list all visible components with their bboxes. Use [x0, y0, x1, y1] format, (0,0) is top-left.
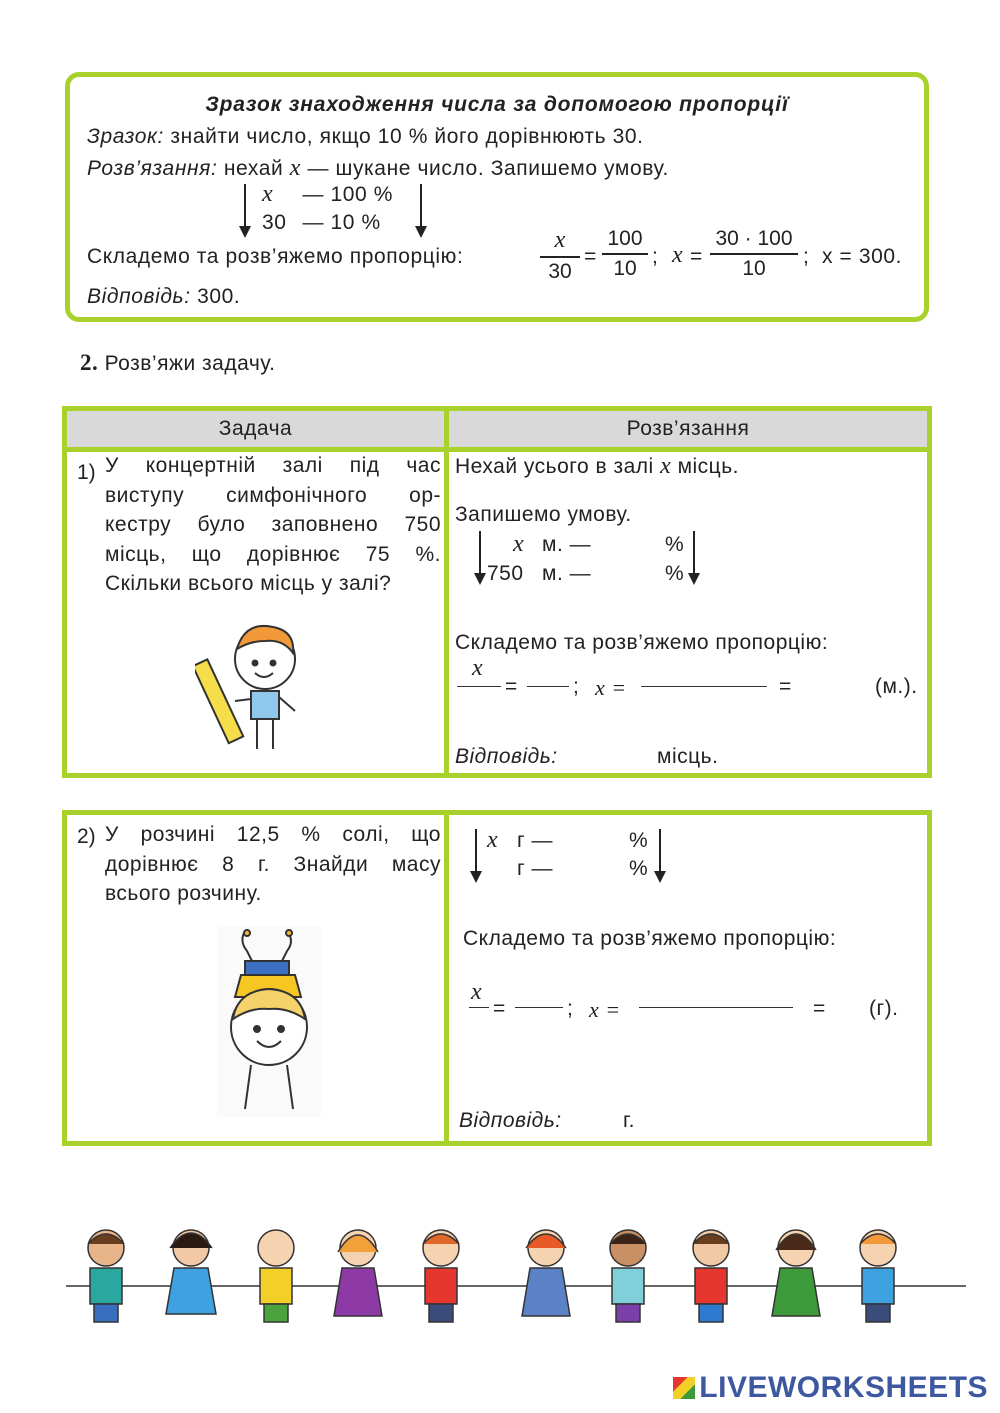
exercise-number: 2. — [80, 350, 99, 375]
row1-dash: — — [302, 183, 325, 206]
t1-answer-label: Відповідь: — [455, 745, 558, 768]
sample-row1 — [262, 181, 393, 208]
t2-down-arrow-left-icon — [469, 827, 483, 885]
header-solution: Розв’язання — [626, 417, 750, 440]
t2-unit-end: (г). — [869, 997, 899, 1020]
solution-var: x — [289, 155, 302, 181]
t1-sol-line1-a: Нехай усього в залі — [455, 455, 654, 478]
t2-eq: = — [493, 997, 506, 1020]
solution-text-b: — шукане число. Запишемо умову. — [307, 157, 669, 180]
task1-line: кестру було заповнено 750 — [105, 513, 441, 536]
sample-eq2: = — [690, 245, 703, 268]
t1-x-eq — [595, 675, 627, 701]
t2-answer-label: Відповідь: — [459, 1109, 562, 1132]
t2-answer-unit: г. — [623, 1109, 635, 1132]
task1-line: виступу симфонічного ор- — [105, 483, 441, 507]
sample-frac1 — [540, 227, 580, 284]
t1-row1-unit: м. — — [542, 533, 592, 556]
sample-eq1: = — [584, 245, 597, 268]
row1-left: x — [262, 181, 274, 207]
table-2 — [62, 810, 932, 1146]
t2-row2-unit: г — — [517, 857, 553, 880]
t1-sol-line1 — [455, 453, 739, 480]
sample-result: x = 300. — [822, 245, 903, 268]
t1-answer-unit: місць. — [657, 745, 719, 768]
t2-row1-var: x — [487, 827, 499, 853]
frac3-den: 10 — [742, 257, 766, 280]
sample-frac3 — [710, 227, 798, 281]
upside-down-kid-illustration — [217, 927, 321, 1117]
t1-frac-line-3 — [641, 686, 767, 687]
t2-down-arrow-right-icon — [653, 827, 667, 885]
t2-frac-line-1 — [469, 1007, 489, 1008]
row1-right: 100 % — [330, 183, 394, 206]
t1-x-eq-text: x = — [595, 675, 627, 700]
sample-solution-line — [87, 155, 669, 182]
row2-right: 10 % — [330, 211, 381, 234]
t1-sol-condition: Запишемо умову. — [455, 503, 632, 526]
t1-frac-line-2 — [527, 686, 569, 687]
t1-frac-num: x — [472, 655, 483, 681]
sample-frac2 — [602, 227, 648, 281]
table-1 — [62, 406, 932, 778]
t1-down-arrow-left-icon — [473, 529, 487, 587]
t1-row1-left — [513, 531, 524, 558]
t2-frac-line-2 — [515, 1007, 563, 1008]
t1-sol-line1-b: місць. — [677, 455, 739, 478]
example-label: Зразок: — [87, 125, 164, 148]
row2-left: 30 — [262, 211, 287, 234]
t1-row2-unit: м. — — [542, 562, 592, 585]
t1-unit-end: (м.). — [875, 675, 918, 698]
exercise-text: Розв’яжи задачу. — [104, 352, 276, 375]
solution-label: Розв’язання: — [87, 157, 218, 180]
t1-row2-left: 750 — [487, 562, 524, 585]
t1-answer — [455, 745, 558, 769]
task1-text — [105, 451, 441, 599]
t2-semi: ; — [567, 997, 574, 1020]
t2-eq2: = — [813, 997, 826, 1020]
t1-row2-pct: % — [665, 562, 685, 585]
t1-down-arrow-right-icon — [687, 529, 701, 587]
logo-icon — [673, 1377, 695, 1399]
sample-proportion-text: Складемо та розв’яжемо пропорцію: — [87, 245, 464, 268]
t2-answer — [459, 1109, 562, 1133]
task2-line: У розчині 12,5 % солі, що — [105, 823, 441, 846]
task1-line: місць, що дорівнює 75 %. — [105, 542, 441, 566]
boy-with-pencil-illustration — [195, 619, 325, 759]
frac3-num: 30 · 100 — [715, 227, 793, 250]
t2-row1-left — [487, 827, 498, 854]
t1-eq2: = — [779, 675, 792, 698]
t2-x-eq — [589, 997, 621, 1023]
t2-frac-line-3 — [639, 1007, 793, 1008]
solution-text-a: нехай — [223, 157, 284, 180]
frac2-den: 10 — [613, 257, 637, 280]
t2-frac-num: x — [471, 979, 482, 1005]
t2-x-eq-text: x = — [589, 997, 621, 1022]
t1-frac-line-1 — [457, 686, 501, 687]
t1-semi: ; — [573, 675, 580, 698]
liveworksheets-logo — [673, 1371, 988, 1405]
sample-title: Зразок знаходження числа за допомогою пропорції — [205, 93, 789, 116]
sample-box — [65, 72, 929, 322]
task1-line: Скільки всього місць у залі? — [105, 572, 392, 595]
header-task: Задача — [218, 417, 293, 440]
t1-sol-var: x — [660, 453, 672, 479]
task2-line: дорівнює 8 г. Знайди масу — [105, 852, 441, 876]
example-text: знайти число, якщо 10 % його дорівнюють 30. — [170, 125, 644, 148]
t2-row1-unit: г — — [517, 829, 553, 852]
task2-number: 2) — [77, 825, 96, 848]
t1-proportion-text: Складемо та розв’яжемо пропорцію: — [455, 631, 829, 654]
t1-eq: = — [505, 675, 518, 698]
sample-example-line — [87, 125, 644, 149]
sample-answer-value: 300. — [197, 285, 241, 308]
children-holding-hands-illustration — [66, 1218, 966, 1358]
sample-answer-label: Відповідь: — [87, 285, 191, 308]
t2-row2-pct: % — [629, 857, 649, 880]
t2-row1-pct: % — [629, 829, 649, 852]
row2-dash: — — [302, 211, 325, 234]
t2-proportion-text: Складемо та розв’яжемо пропорцію: — [463, 927, 837, 950]
frac1-num: x — [554, 227, 566, 253]
frac1-den: 30 — [548, 260, 572, 283]
sample-sep1: ; — [652, 245, 659, 268]
logo-text: LIVEWORKSHEETS — [699, 1371, 988, 1404]
task2-text — [105, 820, 441, 909]
task2-line: всього розчину. — [105, 882, 262, 905]
down-arrow-right-icon — [414, 182, 428, 240]
sample-row2 — [262, 211, 381, 235]
task1-number: 1) — [77, 461, 96, 484]
sample-answer — [87, 285, 240, 309]
frac2-num: 100 — [607, 227, 643, 250]
down-arrow-left-icon — [238, 182, 252, 240]
sample-var-x: x — [672, 242, 683, 268]
task1-line: У концертній залі під час — [105, 454, 441, 477]
sample-sep2: ; — [803, 245, 810, 268]
exercise-heading — [80, 350, 276, 376]
t1-row1-var: x — [513, 531, 525, 557]
t1-row1-pct: % — [665, 533, 685, 556]
